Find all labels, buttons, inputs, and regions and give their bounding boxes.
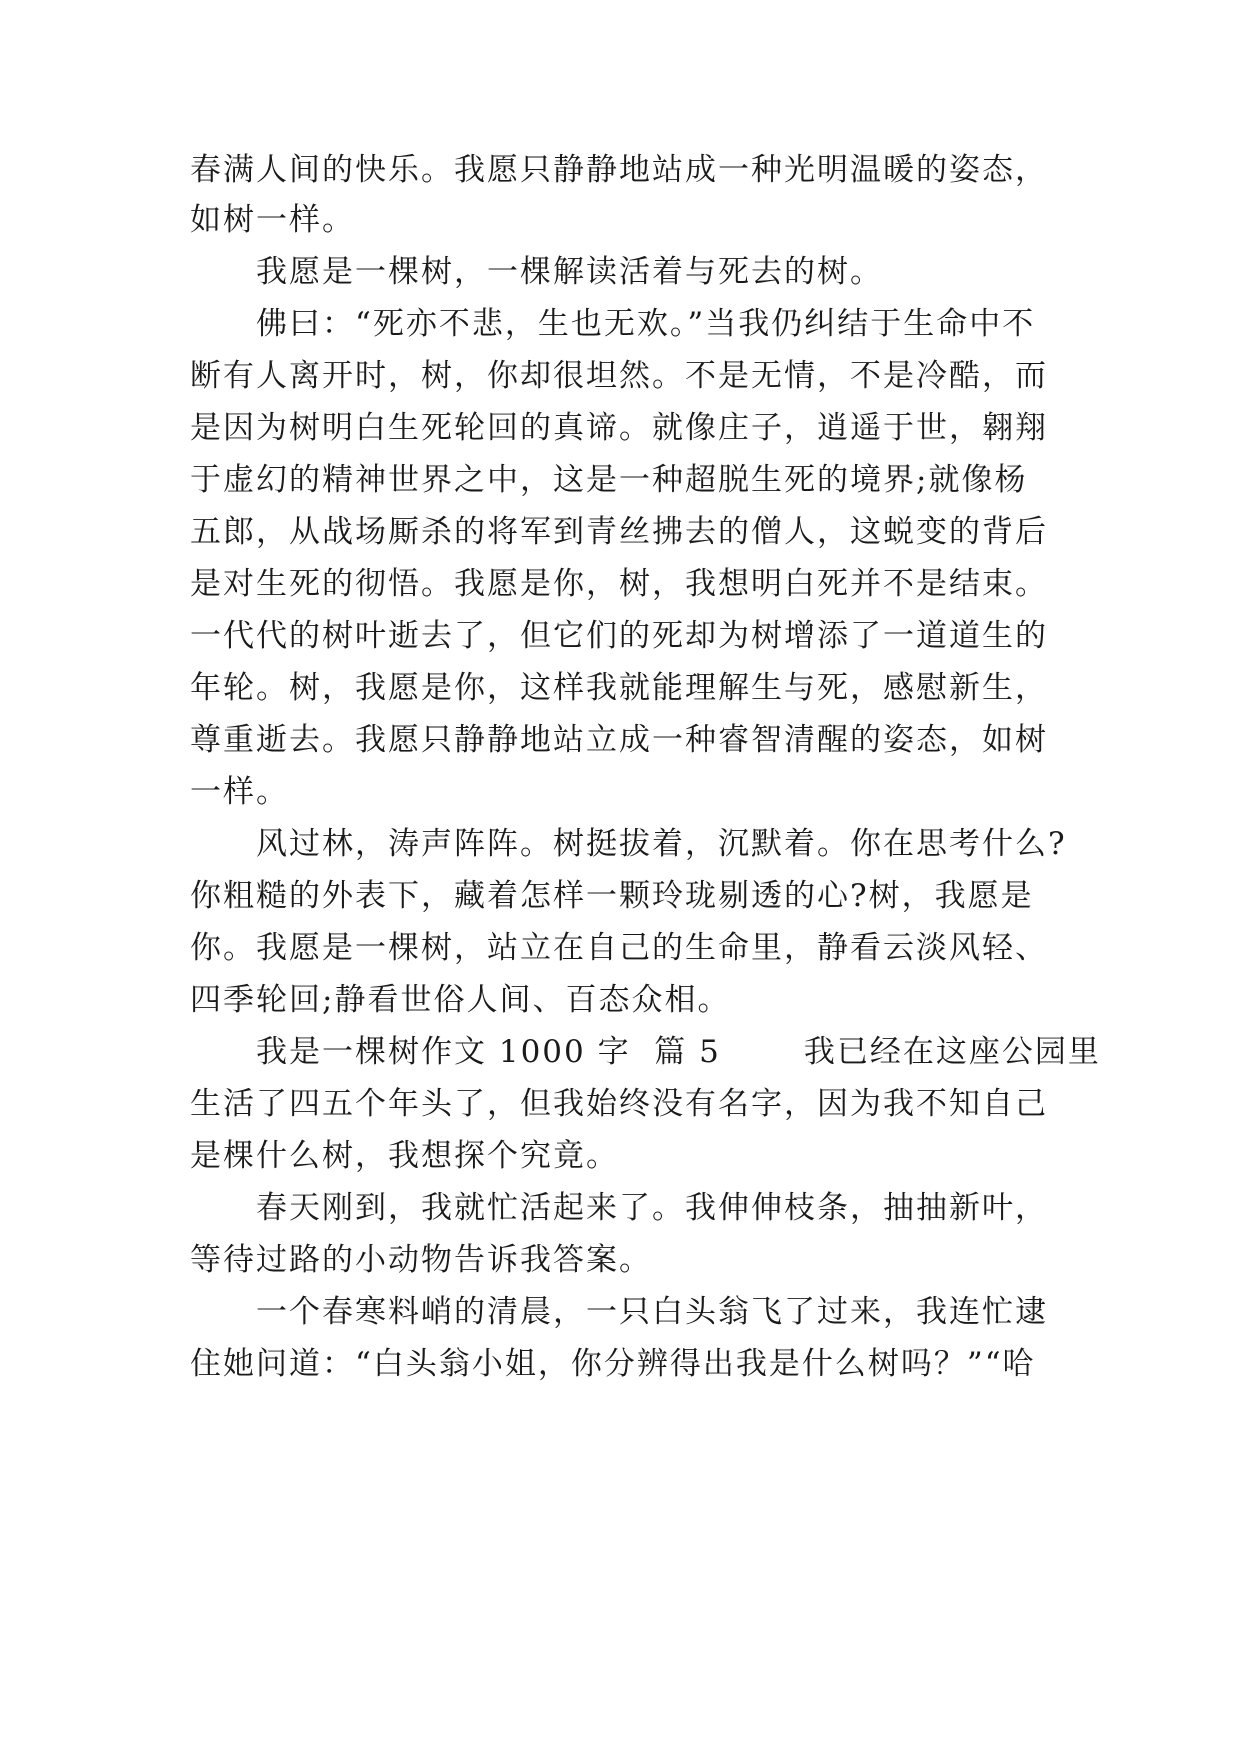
text-line: 尊重逝去。我愿只静静地站立成一种睿智清醒的姿态，如树 [190, 722, 1048, 758]
text-line: 等待过路的小动物告诉我答案。 [190, 1242, 652, 1278]
text-line: 你。我愿是一棵树，站立在自己的生命里，静看云淡风轻、 [190, 930, 1048, 966]
text-line: 一样。 [190, 774, 289, 810]
text-line: 年轮。树，我愿是你，这样我就能理解生与死，感慰新生， [190, 670, 1048, 706]
text-line: 我愿是一棵树，一棵解读活着与死去的树。 [256, 254, 883, 290]
text-line: 佛曰：“死亦不悲，生也无欢。”当我仍纠结于生命中不 [256, 306, 1036, 342]
text-line: 我是一棵树作文 1000 字 篇 5 我已经在这座公园里 [256, 1034, 1101, 1070]
text-line: 风过林，涛声阵阵。树挺拔着，沉默着。你在思考什么? [256, 826, 1067, 862]
text-line: 断有人离开时，树，你却很坦然。不是无情，不是冷酷，而 [190, 358, 1048, 394]
text-line: 住她问道：“白头翁小姐，你分辨得出我是什么树吗？”“哈 [190, 1346, 1036, 1382]
text-line: 于虚幻的精神世界之中，这是一种超脱生死的境界;就像杨 [190, 462, 1028, 498]
text-line: 一个春寒料峭的清晨，一只白头翁飞了过来，我连忙逮 [256, 1294, 1048, 1330]
text-line: 春天刚到，我就忙活起来了。我伸伸枝条，抽抽新叶， [256, 1190, 1048, 1226]
text-line: 生活了四五个年头了，但我始终没有名字，因为我不知自己 [190, 1086, 1048, 1122]
text-line: 你粗糙的外表下，藏着怎样一颗玲珑剔透的心?树，我愿是 [190, 878, 1034, 914]
text-line: 是对生死的彻悟。我愿是你，树，我想明白死并不是结束。 [190, 566, 1048, 602]
text-line: 一代代的树叶逝去了，但它们的死却为树增添了一道道生的 [190, 618, 1048, 654]
text-line: 是因为树明白生死轮回的真谛。就像庄子，逍遥于世，翱翔 [190, 410, 1048, 446]
text-line: 春满人间的快乐。我愿只静静地站成一种光明温暖的姿态， [190, 152, 1048, 188]
text-line: 是棵什么树，我想探个究竟。 [190, 1138, 619, 1174]
text-line: 五郎，从战场厮杀的将军到青丝拂去的僧人，这蜕变的背后 [190, 514, 1048, 550]
text-line: 四季轮回;静看世俗人间、百态众相。 [190, 982, 731, 1018]
text-line: 如树一样。 [190, 202, 355, 238]
